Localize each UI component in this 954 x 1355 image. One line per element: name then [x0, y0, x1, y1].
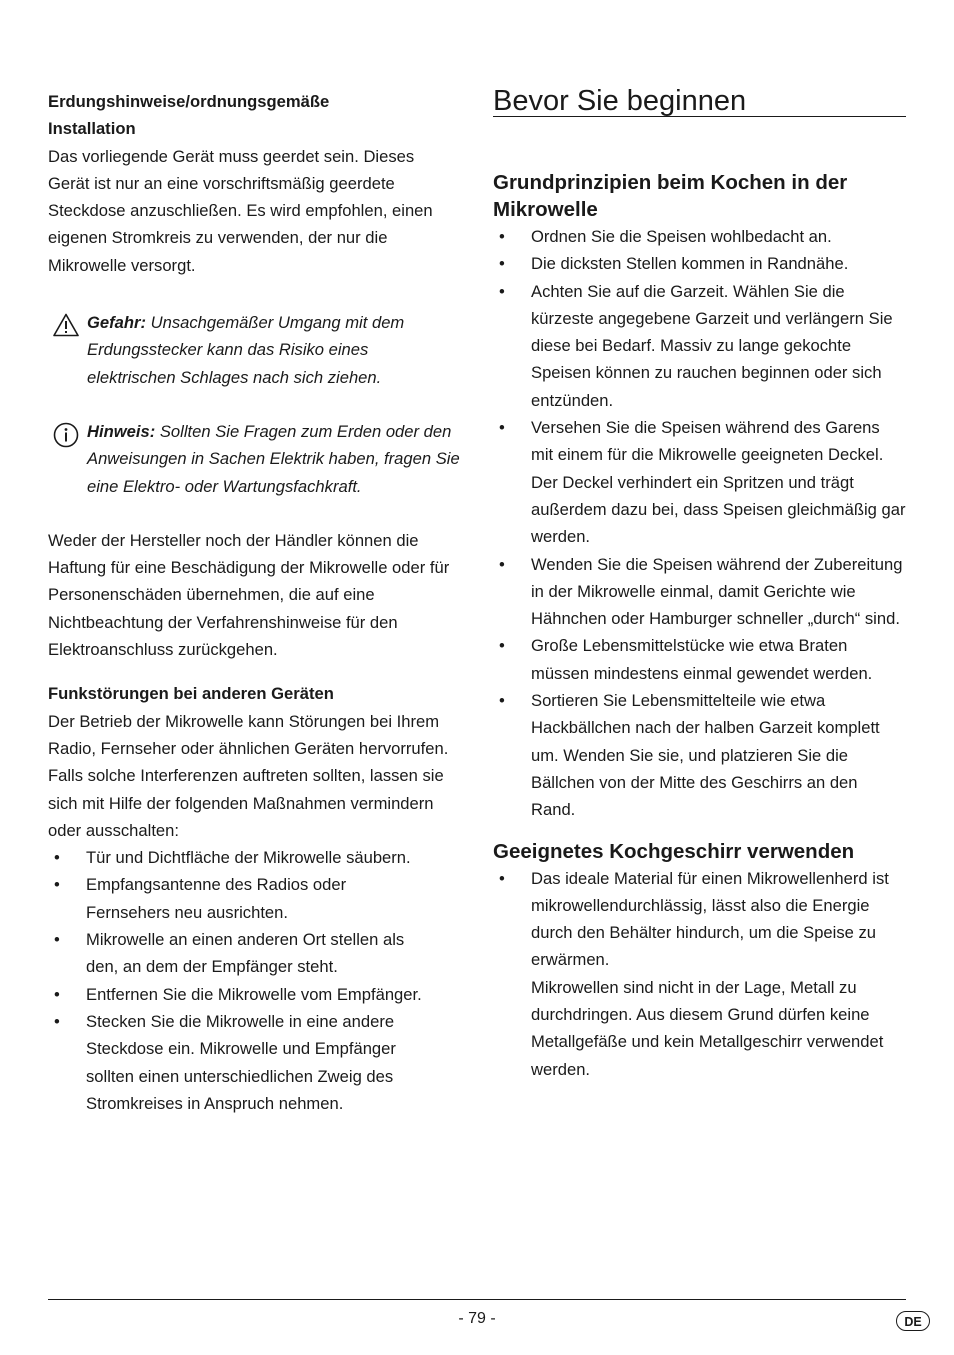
warning-triangle-icon [53, 313, 79, 339]
left-column [48, 88, 464, 1117]
grounding-paragraph: Das vorliegende Gerät muss geerdet sein. Dieses Gerät ist nur an eine vorschriftsmäßig geerdete Steckdose anzuschließen. Es wird empfohlen, einen eigenen Stromkreis zu verwenden, der nur die Mikrowelle versorgt. [48, 146, 433, 275]
list-item: • Tür und Dichtfläche der Mikrowelle säubern. [48, 844, 464, 871]
list-item: • Achten Sie auf die Garzeit. Wählen Sie die kürzeste angegebene Garzeit und verlängern Sie diese bei Bedarf. Massiv zu lange gekochte Speisen können zu rauchen beginnen oder sich entzünden. [493, 278, 903, 414]
cooking-principles-heading: Grundprinzipien beim Kochen in der Mikrowelle [493, 171, 848, 221]
list-item: • Große Lebensmittelstücke wie etwa Braten müssen mindestens einmal gewendet werden. [493, 632, 896, 687]
list-item: • Empfangsantenne des Radios oder Fernsehers neu ausrichten. [48, 871, 426, 926]
warning-body: Unsachgemäßer Umgang mit dem Erdungsstecker kann das Risiko eines elektrischen Schlages nach sich ziehen. [87, 313, 405, 387]
interference-paragraph: Der Betrieb der Mikrowelle kann Störungen bei Ihrem Radio, Fernseher oder ähnlichen Geräten hervorrufen. Falls solche Interferenzen auftreten sollten, lassen sie sich mit Hilfe der folgenden Maßnahmen vermindern oder ausschalten: [48, 711, 449, 840]
footer-divider [48, 1299, 906, 1300]
list-item: • Versehen Sie die Speisen während des Garens mit einem für die Mikrowelle geeigneten Deckel. Der Deckel verhindert ein Spritzen und trägt außerdem dazu bei, dass Speisen gleichmäßig gar werden. [493, 414, 906, 550]
grounding-heading: Erdungshinweise/ordnungsgemäße Installation [48, 92, 330, 139]
list-item: • Ordnen Sie die Speisen wohlbedacht an. [493, 223, 906, 250]
list-item: • Stecken Sie die Mikrowelle in eine andere Steckdose ein. Mikrowelle und Empfänger sollten einen unterschiedlichen Zweig des Stromkreises in Anspruch nehmen. [48, 1008, 434, 1117]
cookware-text-1: • Das ideale Material für einen Mikrowellenherd ist mikrowellendurchlässig, lässt also die Energie durch den Behälter hindurch, um die Speise zu erwärmen. [531, 868, 889, 970]
list-item: • Wenden Sie die Speisen während der Zubereitung in der Mikrowelle einmal, damit Gerichte wie Hähnchen oder Hamburger schneller „durch“ sind. [493, 551, 906, 633]
liability-paragraph: Weder der Hersteller noch der Händler können die Haftung für eine Beschädigung der Mikrowelle oder für Personenschäden übernehmen, die auf eine Nichtbeachtung der Verfahrenshinweise für den Elektroanschluss zurückgehen. [48, 530, 450, 660]
right-column [493, 84, 906, 1083]
list-item: • Sortieren Sie Lebensmittelteile wie etwa Hackbällchen nach der halben Garzeit komplett um. Wenden Sie sie, und platzieren Sie die Bällchen von der Mitte des Geschirrs an den Rand. [493, 687, 906, 823]
list-item [493, 865, 906, 1083]
hint-body: Sollten Sie Fragen zum Erden oder den Anweisungen in Sachen Elektrik haben, fragen Sie eine Elektro- oder Wartungsfachkraft. [87, 421, 460, 496]
cooking-principles-list [493, 223, 906, 824]
page-title: Bevor Sie beginnen [493, 84, 906, 117]
interference-heading: Funkstörungen bei anderen Geräten [48, 684, 334, 704]
hint-label: Hinweis: [87, 421, 156, 441]
list-item: • Die dicksten Stellen kommen in Randnähe. [493, 250, 906, 277]
cookware-text-2: Mikrowellen sind nicht in der Lage, Metall zu durchdringen. Aus diesem Grund dürfen keine Metallgefäße und kein Metallgeschirr verwendet werden. [531, 977, 884, 1079]
warning-text [87, 309, 459, 391]
page-number: - 79 - [458, 1310, 496, 1327]
cookware-heading: Geeignetes Kochgeschirr verwenden [493, 839, 855, 863]
hint-note [48, 418, 464, 500]
interference-list [48, 844, 464, 1117]
info-icon [53, 422, 79, 448]
warning-label: Gefahr: [87, 313, 147, 333]
cookware-list [493, 865, 906, 1083]
hint-text [87, 418, 462, 500]
list-item: • Entfernen Sie die Mikrowelle vom Empfänger. [48, 981, 464, 1008]
language-badge: DE [896, 1311, 930, 1331]
warning-note [48, 309, 464, 391]
list-item: • Mikrowelle an einen anderen Ort stellen als den, an dem der Empfänger steht. [48, 926, 426, 981]
